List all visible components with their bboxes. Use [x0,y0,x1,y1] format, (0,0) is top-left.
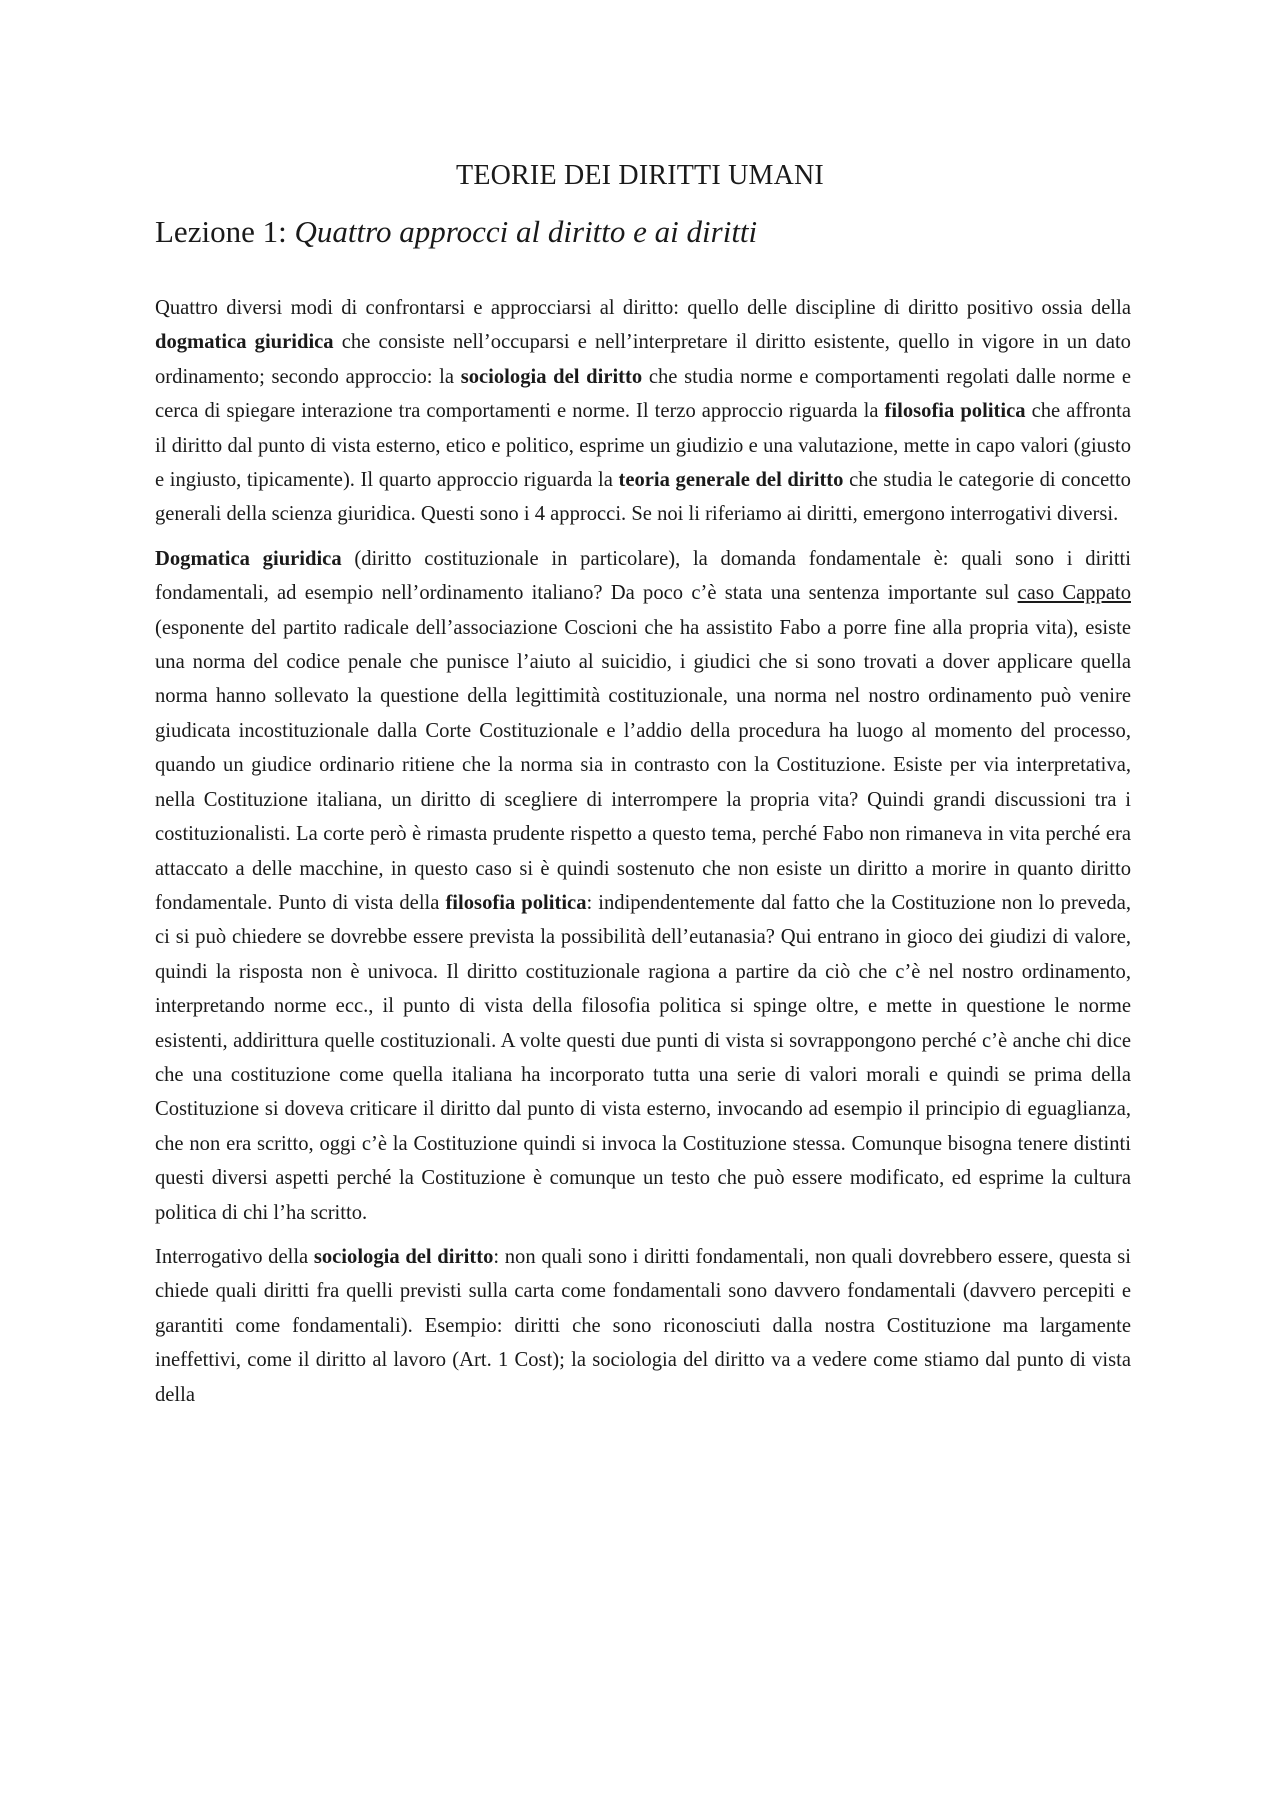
bold-term: sociologia del diritto [460,365,643,388]
bold-term: dogmatica giuridica [155,331,334,354]
bold-term: sociologia del diritto [313,1245,494,1268]
text-segment: che studia le categorie di concetto generali della scienza giuridica. Questi sono i 4 approcci. Se noi li riferiamo ai diritti, emergono interrogativi diversi. [155,469,1131,526]
text-segment: Interrogativo della [155,1245,314,1268]
text-segment: che affronta il diritto dal punto di vista esterno, etico e politico, esprime un giudizio e una valutazione, mette in capo valori (giusto e ingiusto, tipicamente). Il quarto approccio riguarda la [155,400,1131,492]
underlined-term: caso Cappato [1017,582,1131,605]
paragraph-approcci [155,291,1131,532]
document-body [155,291,1131,1422]
bold-term: filosofia politica [445,891,587,914]
paragraph-dogmatica [155,542,1131,1230]
bold-term: filosofia politica [884,400,1026,423]
document-title: TEORIE DEI DIRITTI UMANI [456,160,824,191]
lesson-title: Quattro approcci al diritto e ai diritti [294,214,758,249]
bold-term: teoria generale del diritto [618,469,844,492]
text-segment: : non quali sono i diritti fondamentali, non quali dovrebbero essere, questa si chiede quali diritti fra quelli previsti sulla carta come fondamentali sono davvero fondamentali (davvero percepiti e garantiti come fondamentali). Esempio: diritti che sono riconosciuti dalla nostra Costituzione ma largamente ineffettivi, come il diritto al lavoro (Art. 1 Cost); la sociologia del diritto va a vedere come stiamo dal punto di vista della [155,1245,1131,1406]
text-segment: : indipendentemente dal fatto che la Costituzione non lo preveda, ci si può chiedere se dovrebbe essere prevista la possibilità dell’eutanasia? Qui entrano in gioco dei giudizi di valore, quindi la risposta non è univoca. Il diritto costituzionale ragiona a partire da ciò che c’è nel nostro ordinamento, interpretando norme ecc., il punto di vista della filosofia politica si spinge oltre, e mette in questione le norme esistenti, addirittura quelle costituzionali. A volte questi due punti di vista si sovrappongono perché c’è anche chi dice che una costituzione come quella italiana ha incorporato tutta una serie di valori morali e quindi se prima della Costituzione si doveva criticare il diritto dal punto di vista esterno, invocando ad esempio il principio di eguaglianza, che non era scritto, oggi c’è la Costituzione quindi si invoca la Costituzione stessa. Comunque bisogna tenere distinti questi diversi aspetti perché la Costituzione è comunque un testo che può essere modificato, ed esprime la cultura politica di chi l’ha scritto. [155,891,1131,1224]
text-segment: che studia norme e comportamenti regolati dalle norme e cerca di spiegare interazione tra comportamenti e norme. Il terzo approccio riguarda la [155,365,1132,423]
text-segment: (esponente del partito radicale dell’associazione Coscioni che ha assistito Fabo a porre fine alla propria vita), esiste una norma del codice penale che punisce l’aiuto al suicidio, i giudici che si sono trovati a dover applicare quella norma hanno sollevato la questione della legittimità costituzionale, una norma nel nostro ordinamento può venire giudicata incostituzionale dalla Corte Costituzionale e l’addio della procedura ha luogo al momento del processo, quando un giudice ordinario ritiene che la norma sia in contrasto con la Costituzione. Esiste per via interpretativa, nella Costituzione italiana, un diritto di scegliere di interrompere la propria vita? Quindi grandi discussioni tra i costituzionalisti. La corte però è rimasta prudente rispetto a questo tema, perché Fabo non rimaneva in vita perché era attaccato a delle macchine, in questo caso si è quindi sostenuto che non esiste un diritto a morire in quanto diritto fondamentale. Punto di vista della [155,616,1131,914]
lesson-heading [155,214,757,250]
paragraph-sociologia [155,1240,1131,1412]
text-segment: Quattro diversi modi di confrontarsi e approcciarsi al diritto: quello delle discipline di diritto positivo ossia della [155,297,1131,319]
bold-term: Dogmatica giuridica [155,547,342,570]
text-segment: (diritto costituzionale in particolare), la domanda fondamentale è: quali sono i diritti fondamentali, ad esempio nell’ordinamento italiano? Da poco c’è stata una sentenza importante sul [155,547,1131,605]
lesson-prefix: Lezione 1: [155,214,295,249]
text-segment: che consiste nell’occuparsi e nell’interpretare il diritto esistente, quello in vigore in un dato ordinamento; secondo approccio: la [155,331,1131,388]
